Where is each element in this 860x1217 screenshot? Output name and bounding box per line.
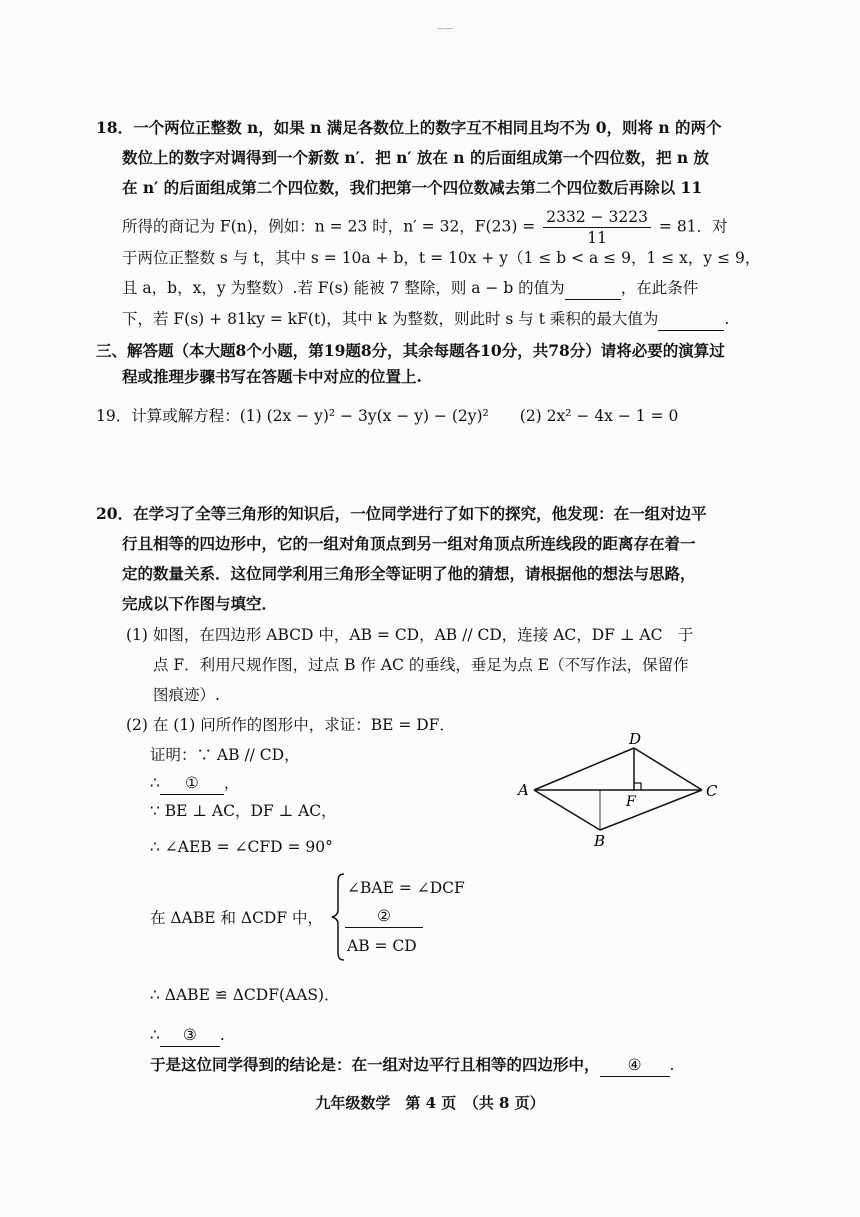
proof-blank-4[interactable]: ④: [600, 1054, 670, 1077]
segment-AD: [534, 748, 634, 790]
proof-line-3: ∵ BE ⊥ AC，DF ⊥ AC，: [150, 802, 337, 820]
q18-line-4-pre: 所得的商记为 F(n)，例如：n = 23 时，n′ = 32，F(23) =: [122, 217, 536, 236]
q20-part1-line-2: 点 F．利用尺规作图，过点 B 作 AC 的垂线，垂足为点 E（不写作法，保留作: [153, 656, 689, 674]
q20-part2-line-1: (2) 在 (1) 问所作的图形中，求证：BE = DF．: [126, 716, 455, 734]
label-F: F: [626, 794, 636, 810]
q18-answer-blank-1[interactable]: [565, 277, 621, 300]
q20-part1-line-3: 图痕迹）.: [153, 686, 220, 704]
proof-line-4: ∴ ∠AEB = ∠CFD = 90°: [150, 838, 333, 856]
right-angle-mark: [634, 783, 641, 790]
conclusion-line: [150, 1054, 674, 1077]
section3-line-2: 程或推理步骤书写在答题卡中对应的位置上.: [122, 367, 422, 386]
therefore-symbol-2: ∴: [150, 1026, 160, 1044]
q20-part1-line-1: (1) 如图，在四边形 ABCD 中，AB = CD，AB // CD，连接 AC，DF ⊥ AC 于: [126, 626, 694, 644]
section3-line-1: 三、解答题（本大题8个小题，第19题8分，其余每题各10分，共78分）请将必要的演算过: [96, 341, 725, 360]
q18-line-7-post: .: [724, 310, 730, 328]
q20-line-4: 完成以下作图与填空．: [122, 594, 278, 613]
therefore-symbol: ∴: [150, 774, 160, 792]
proof-line-final: [150, 1024, 225, 1047]
left-brace-icon: [330, 872, 346, 962]
q18-fraction: [543, 207, 651, 248]
conclusion-text: 于是这位同学得到的结论是：在一组对边平行且相等的四边形中，: [150, 1055, 600, 1074]
proof-period: .: [219, 1026, 225, 1044]
q18-line-5: 于两位正整数 s 与 t，其中 s = 10a + b，t = 10x + y（1 ≤ b < a ≤ 9，1 ≤ x，y ≤ 9，: [122, 249, 761, 267]
quadrilateral-figure: [512, 728, 727, 858]
q18-line-6: [122, 277, 698, 300]
system-line-2: [345, 905, 423, 928]
q18-line-6-post: ，在此条件: [620, 279, 699, 297]
label-A: A: [518, 781, 529, 799]
q18-line-6-pre: 且 a，b，x，y 为整数）.若 F(s) 能被 7 整除，则 a − b 的值为: [122, 279, 565, 297]
proof-line-1: 证明：∵ AB // CD，: [150, 746, 300, 764]
q18-line-7: [122, 308, 729, 331]
label-B: B: [594, 832, 606, 850]
segment-BC: [600, 790, 702, 830]
conclusion-period: .: [669, 1056, 675, 1074]
q18-line-1: 18．一个两位正整数 n，如果 n 满足各数位上的数字互不相同且均不为 0，则将 n 的两个: [96, 118, 722, 137]
q18-line-4-post: = 81．对: [658, 217, 728, 236]
q18-line-3: 在 n′ 的后面组成第二个四位数，我们把第一个四位数减去第二个四位数后再除以 11: [122, 178, 703, 197]
system-line-1: ∠BAE = ∠DCF: [347, 879, 465, 897]
proof-in-triangles: 在 ΔABE 和 ΔCDF 中，: [150, 909, 324, 927]
q18-fraction-numerator: 2332 − 3223: [543, 207, 651, 228]
label-C: C: [706, 782, 718, 800]
page-footer: 九年级数学 第 4 页 （共 8 页）: [315, 1094, 545, 1112]
proof-comma: ，: [223, 774, 240, 792]
q18-line-2: 数位上的数字对调得到一个新数 n′．把 n′ 放在 n 的后面组成第一个四位数，把 n 放: [122, 148, 710, 167]
q20-line-2: 行且相等的四边形中，它的一组对角顶点到另一组对角顶点所连线段的距离存在着一: [122, 534, 696, 553]
q20-line-3: 定的数量关系．这位同学利用三角形全等证明了他的猜想，请根据他的想法与思路，: [122, 564, 696, 583]
q18-line-7-pre: 下，若 F(s) + 81ky = kF(t)，其中 k 为整数，则此时 s 与 t 乘积的最大值为: [122, 310, 659, 328]
segment-DC: [634, 748, 702, 790]
proof-blank-3[interactable]: ③: [160, 1024, 220, 1047]
q18-answer-blank-2[interactable]: [658, 308, 724, 331]
q18-fraction-denominator: 11: [587, 229, 607, 247]
segment-AB: [534, 790, 600, 830]
proof-congruent: ∴ ΔABE ≌ ΔCDF(AAS)．: [150, 986, 340, 1004]
q20-line-1: 20．在学习了全等三角形的知识后，一位同学进行了如下的探究，他发现：在一组对边平: [96, 504, 707, 523]
label-D: D: [629, 730, 642, 748]
proof-line-2: [150, 772, 239, 795]
q19-text: 19．计算或解方程：(1) (2x − y)² − 3y(x − y) − (2y)² (2) 2x² − 4x − 1 = 0: [96, 407, 679, 425]
q18-line-4: [122, 207, 728, 248]
header-mark: ——: [437, 24, 453, 33]
proof-blank-2[interactable]: ②: [345, 905, 423, 928]
proof-blank-1[interactable]: ①: [160, 772, 224, 795]
system-line-3: AB = CD: [347, 937, 417, 955]
